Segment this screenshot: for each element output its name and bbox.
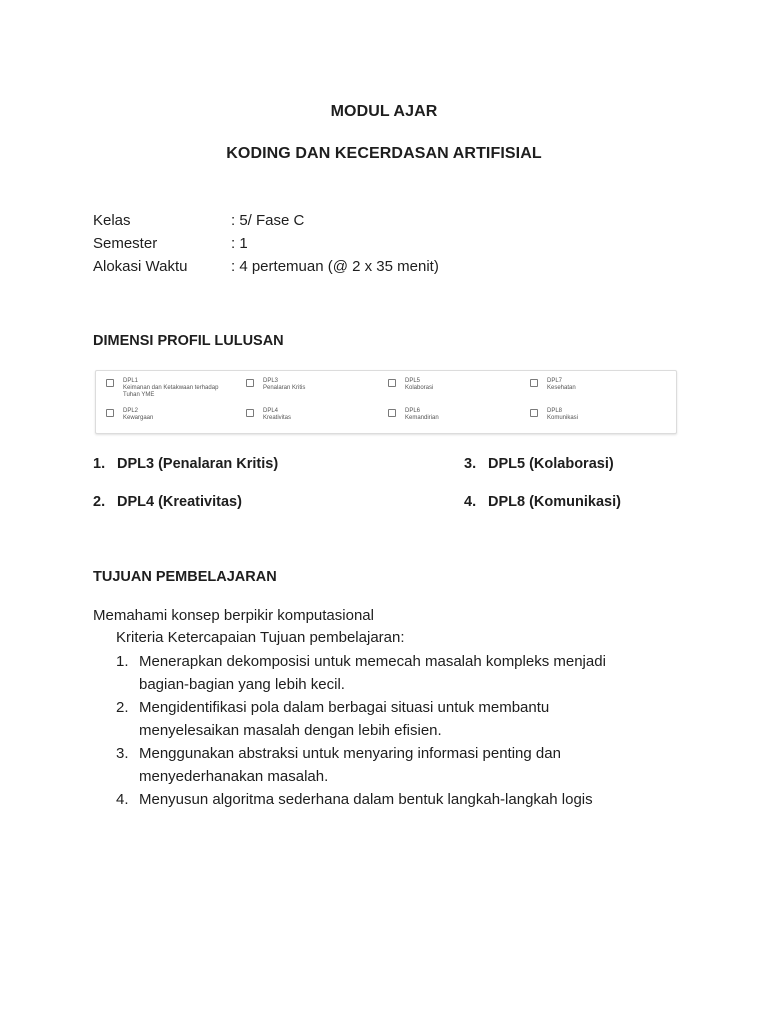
list-item xyxy=(93,650,693,696)
dpl-code: DPL6 xyxy=(405,408,421,414)
item-number: 3. xyxy=(464,456,477,472)
meta-label: Kelas xyxy=(93,212,131,229)
meta-row-alokasi-waktu xyxy=(93,257,439,280)
dpl-option[interactable] xyxy=(246,378,305,392)
dpl-name: Keimanan dan Ketakwaan terhadap Tuhan YME xyxy=(123,385,219,398)
dpl-code: DPL4 xyxy=(263,408,279,414)
tujuan-intro: Memahami konsep berpikir komputasional xyxy=(93,607,374,624)
item-text: DPL3 (Penalaran Kritis) xyxy=(117,456,279,472)
module-info xyxy=(93,211,439,280)
checkbox[interactable] xyxy=(530,409,538,417)
item-text: Menerapkan dekomposisi untuk memecah masalah kompleks menjadi bagian-bagian yang lebih kecil. xyxy=(139,653,606,693)
meta-value: : 1 xyxy=(231,235,248,252)
item-text: Mengidentifikasi pola dalam berbagai situasi untuk membantu menyelesaikan masalah dengan lebih efisien. xyxy=(139,699,550,739)
dpl-option[interactable] xyxy=(388,408,439,422)
item-number: 4. xyxy=(116,791,129,808)
item-number: 2. xyxy=(116,699,129,716)
dpl-option[interactable] xyxy=(530,408,578,422)
dpl-code: DPL5 xyxy=(405,378,421,384)
selected-dpl-item xyxy=(464,456,614,472)
section-heading-tujuan: TUJUAN PEMBELAJARAN xyxy=(93,569,277,585)
meta-row-kelas xyxy=(93,211,439,234)
dpl-name: Kreativitas xyxy=(263,415,292,421)
dpl-name: Penalaran Kritis xyxy=(263,385,306,391)
meta-label: Alokasi Waktu xyxy=(93,258,188,275)
kriteria-heading: Kriteria Ketercapaian Tujuan pembelajaran: xyxy=(116,629,405,646)
selected-dpl-item xyxy=(93,456,278,472)
dpl-name: Kesehatan xyxy=(547,385,576,391)
meta-value: : 4 pertemuan (@ 2 x 35 menit) xyxy=(231,258,439,275)
meta-value: : 5/ Fase C xyxy=(231,212,305,229)
checkbox[interactable] xyxy=(388,379,396,387)
dpl-checkbox-panel xyxy=(95,370,677,434)
dpl-code: DPL3 xyxy=(263,378,279,384)
dpl-option[interactable] xyxy=(246,408,291,422)
dpl-code: DPL7 xyxy=(547,378,563,384)
item-text: DPL5 (Kolaborasi) xyxy=(488,456,614,472)
document-subtitle: KODING DAN KECERDASAN ARTIFISIAL xyxy=(226,145,542,162)
checkbox[interactable] xyxy=(246,409,254,417)
dpl-code: DPL1 xyxy=(123,378,139,384)
meta-label: Semester xyxy=(93,235,158,252)
section-heading-dimensi: DIMENSI PROFIL LULUSAN xyxy=(93,333,284,349)
selected-dpl-item xyxy=(93,494,242,510)
checkbox[interactable] xyxy=(246,379,254,387)
kriteria-list xyxy=(93,650,693,811)
dpl-option[interactable] xyxy=(106,408,153,422)
list-item xyxy=(93,788,693,811)
dpl-name: Kemandirian xyxy=(405,415,439,421)
item-text: Menggunakan abstraksi untuk menyaring informasi penting dan menyederhanakan masalah. xyxy=(139,745,561,785)
checkbox[interactable] xyxy=(106,379,114,387)
dpl-option[interactable] xyxy=(530,378,576,392)
dpl-name: Kolaborasi xyxy=(405,385,434,391)
list-item xyxy=(93,742,693,788)
item-text: DPL8 (Komunikasi) xyxy=(488,494,621,510)
dpl-option[interactable] xyxy=(388,378,433,392)
dpl-name: Kewargaan xyxy=(123,415,154,421)
selected-dpl-list xyxy=(93,456,653,516)
item-number: 1. xyxy=(93,456,106,472)
item-text: DPL4 (Kreativitas) xyxy=(117,494,242,510)
item-number: 4. xyxy=(464,494,477,510)
item-number: 2. xyxy=(93,494,106,510)
item-number: 1. xyxy=(116,653,129,670)
item-text: Menyusun algoritma sederhana dalam bentuk langkah-langkah logis xyxy=(139,791,593,808)
document-title: MODUL AJAR xyxy=(330,103,438,120)
dpl-code: DPL8 xyxy=(547,408,563,414)
selected-dpl-item xyxy=(464,494,621,510)
dpl-name: Komunikasi xyxy=(547,415,579,421)
item-number: 3. xyxy=(116,745,129,762)
checkbox[interactable] xyxy=(106,409,114,417)
meta-row-semester xyxy=(93,234,439,257)
dpl-code: DPL2 xyxy=(123,408,139,414)
dpl-option[interactable] xyxy=(106,378,235,399)
list-item xyxy=(93,696,693,742)
checkbox[interactable] xyxy=(530,379,538,387)
tujuan-pembelajaran xyxy=(93,606,693,811)
checkbox[interactable] xyxy=(388,409,396,417)
